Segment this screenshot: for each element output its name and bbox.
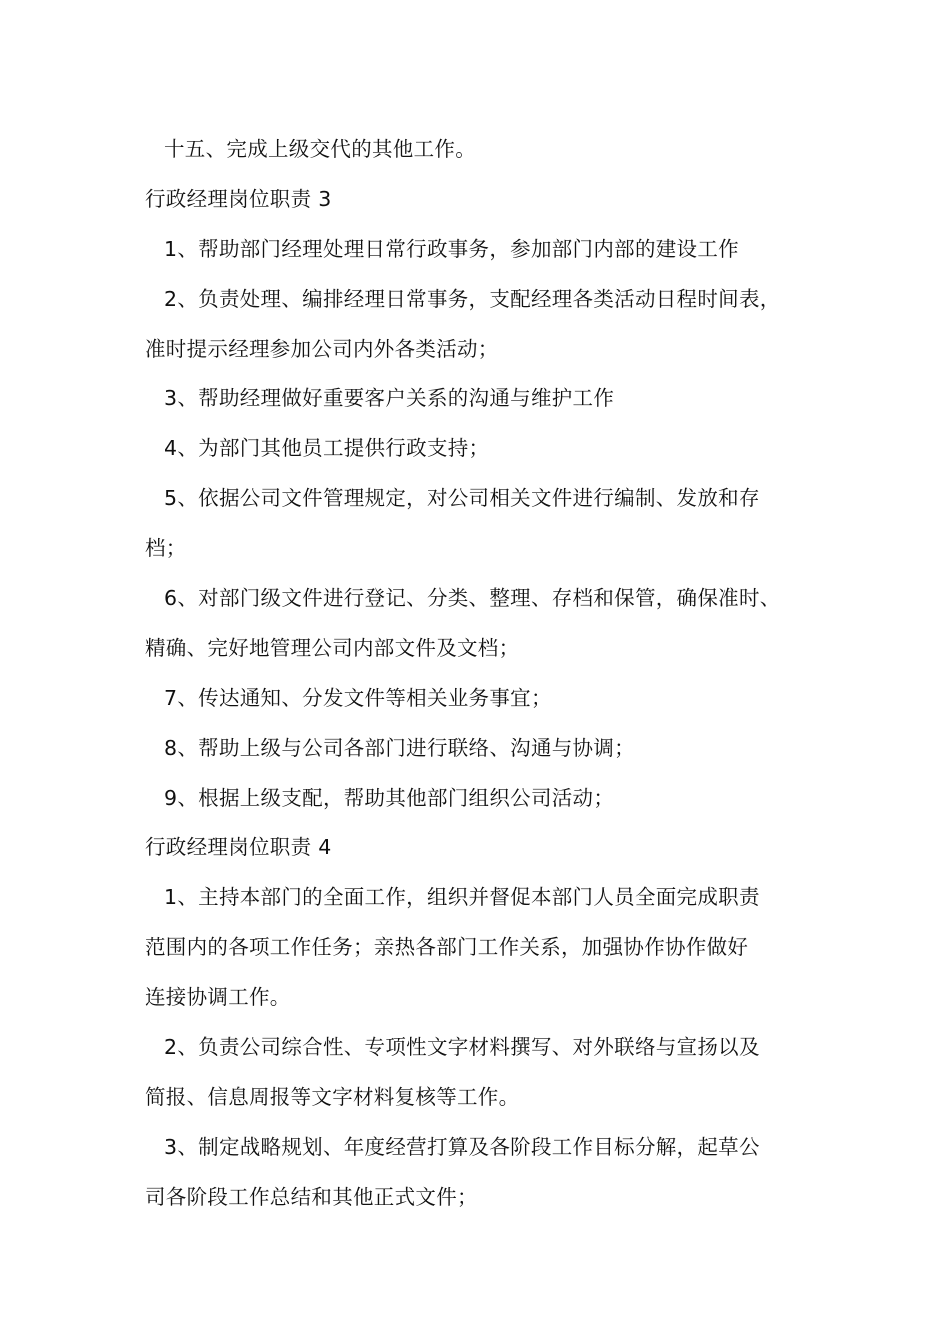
text-line: 2、负责处理、编排经理日常事务，支配经理各类活动日程时间表，	[164, 286, 781, 311]
paragraph	[145, 225, 835, 275]
paragraph	[145, 774, 835, 824]
text-line: 准时提示经理参加公司内外各类活动；	[145, 336, 499, 361]
text-line: 9、根据上级支配，帮助其他部门组织公司活动；	[164, 785, 615, 810]
paragraph	[145, 1023, 835, 1123]
text-line: 5、依据公司文件管理规定，对公司相关文件进行编制、发放和存	[164, 486, 760, 511]
paragraph	[145, 125, 835, 175]
text-line: 8、帮助上级与公司各部门进行联络、沟通与协调；	[164, 735, 635, 760]
text-line: 范围内的各项工作任务；亲热各部门工作关系，加强协作协作做好	[145, 935, 749, 960]
paragraph	[145, 275, 835, 375]
paragraph	[145, 674, 835, 724]
text-line: 简报、信息周报等文字材料复核等工作。	[145, 1084, 520, 1109]
text-line: 行政经理岗位职责 3	[145, 186, 332, 211]
section-heading	[145, 175, 835, 225]
paragraph	[145, 474, 835, 574]
text-line: 精确、完好地管理公司内部文件及文档；	[145, 635, 520, 660]
paragraph	[145, 1123, 835, 1223]
document-page	[145, 125, 835, 1223]
paragraph	[145, 574, 835, 674]
section-heading	[145, 823, 835, 873]
text-line: 2、负责公司综合性、专项性文字材料撰写、对外联络与宣扬以及	[164, 1035, 760, 1060]
paragraph	[145, 424, 835, 474]
text-line: 档；	[145, 536, 187, 561]
text-line: 行政经理岗位职责 4	[145, 835, 332, 860]
text-line: 4、为部门其他员工提供行政支持；	[164, 436, 490, 461]
text-line: 连接协调工作。	[145, 985, 291, 1010]
paragraph	[145, 374, 835, 424]
paragraph	[145, 873, 835, 1023]
text-line: 司各阶段工作总结和其他正式文件；	[145, 1184, 478, 1209]
text-line: 1、帮助部门经理处理日常行政事务，参加部门内部的建设工作	[164, 236, 739, 261]
text-line: 3、制定战略规划、年度经营打算及各阶段工作目标分解，起草公	[164, 1134, 760, 1159]
text-line: 十五、完成上级交代的其他工作。	[164, 137, 476, 161]
text-line: 7、传达通知、分发文件等相关业务事宜；	[164, 685, 552, 710]
paragraph	[145, 724, 835, 774]
text-line: 6、对部门级文件进行登记、分类、整理、存档和保管，确保准时、	[164, 586, 781, 611]
text-line: 3、帮助经理做好重要客户关系的沟通与维护工作	[164, 386, 615, 411]
text-line: 1、主持本部门的全面工作，组织并督促本部门人员全面完成职责	[164, 885, 760, 910]
